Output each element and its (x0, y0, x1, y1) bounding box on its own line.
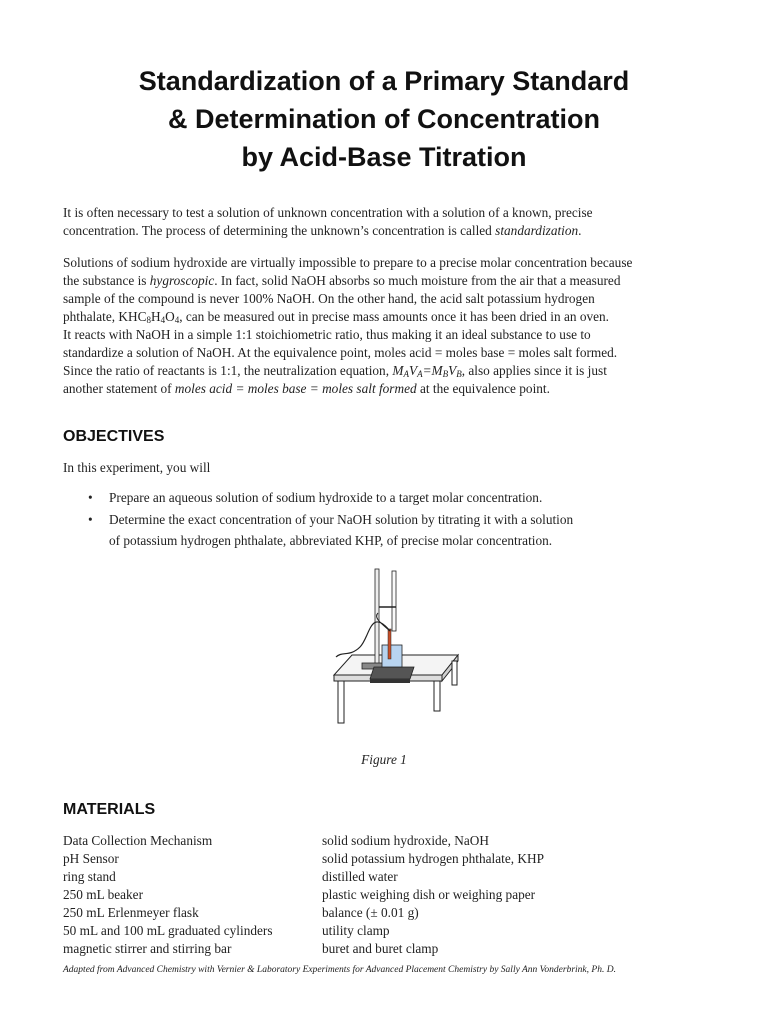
material-item: utility clamp (322, 923, 390, 938)
naoh-text: the substance is (63, 273, 150, 288)
intro-term-standardization: standardization (495, 223, 579, 238)
material-item: balance (± 0.01 g) (322, 905, 419, 920)
term-hygroscopic: hygroscopic (149, 273, 215, 288)
subscript: A (417, 369, 423, 379)
materials-heading: MATERIALS (63, 801, 156, 818)
objective-line: of potassium hydrogen phthalate, abbreviated KHP, of precise molar concentration. (109, 533, 553, 548)
material-item: magnetic stirrer and stirring bar (63, 941, 232, 956)
naoh-line-5: It reacts with NaOH in a simple 1:1 stoichiometric ratio, thus making it an ideal substance to use to (63, 327, 591, 342)
naoh-text: , can be measured out in precise mass amounts once it has been dried in an oven. (179, 309, 609, 324)
materials-right-list (322, 832, 544, 958)
naoh-line-6: standardize a solution of NaOH. At the equivalence point, moles acid = moles base = moles salt formed. (63, 345, 618, 360)
eq-part: V (408, 363, 418, 378)
eq-part: M (392, 363, 404, 378)
naoh-line-4 (63, 308, 723, 326)
naoh-line-2 (63, 272, 723, 290)
eq-part: V (448, 363, 457, 378)
material-item: solid potassium hydrogen phthalate, KHP (322, 851, 544, 866)
subscript: 4 (174, 315, 180, 325)
intro-text: concentration. The process of determining the unknown’s concentration is called (63, 223, 496, 238)
objective-line: Prepare an aqueous solution of sodium hydroxide to a target molar concentration. (109, 490, 543, 505)
naoh-text: , also applies since it is just (461, 363, 607, 378)
bullet-marker: • (88, 490, 93, 505)
khp-formula-text: O (165, 309, 175, 324)
title-line-1: Standardization of a Primary Standard (138, 66, 630, 96)
naoh-text: Since the ratio of reactants is 1:1, the neutralization equation, (63, 363, 393, 378)
naoh-paragraph (63, 254, 723, 398)
intro-line-1: It is often necessary to test a solution of unknown concentration with a solution of a known, precise (63, 205, 593, 220)
naoh-line-7 (63, 362, 723, 380)
materials-left-list (63, 832, 273, 958)
naoh-line-1: Solutions of sodium hydroxide are virtually impossible to prepare to a precise molar concentration because (63, 255, 633, 270)
material-item: distilled water (322, 869, 398, 884)
figure-caption: Figure 1 (361, 752, 407, 767)
material-item: 50 mL and 100 mL graduated cylinders (63, 923, 273, 938)
neutralization-equation (392, 363, 461, 378)
material-item: ring stand (63, 869, 116, 884)
intro-paragraph (63, 204, 723, 240)
khp-formula-text: H (150, 309, 161, 324)
attribution-footer: Adapted from Advanced Chemistry with Vernier & Laboratory Experiments for Advanced Placement Chemistry by Sally Ann Vonderbrink, Ph. D. (63, 965, 616, 975)
material-item: solid sodium hydroxide, NaOH (322, 833, 489, 848)
eq-part: =M (422, 363, 443, 378)
subscript: B (442, 369, 449, 379)
objectives-intro: In this experiment, you will (63, 460, 211, 475)
magnetic-stirrer (370, 667, 414, 683)
material-item: Data Collection Mechanism (63, 833, 213, 848)
subscript: 8 (146, 315, 151, 325)
material-item: plastic weighing dish or weighing paper (322, 887, 536, 902)
naoh-text: . In fact, solid NaOH absorbs so much moisture from the air that a measured (214, 273, 621, 288)
page-title (0, 62, 768, 176)
moles-statement: moles acid = moles base = moles salt formed (174, 381, 417, 396)
material-item: 250 mL beaker (63, 887, 143, 902)
objective-line: Determine the exact concentration of your NaOH solution by titrating it with a solution (109, 512, 574, 527)
naoh-line-3: sample of the compound is never 100% NaOH. On the other hand, the acid salt potassium hydrogen (63, 291, 595, 306)
title-line-3: by Acid-Base Titration (241, 142, 527, 172)
beaker (382, 629, 402, 667)
titration-apparatus-figure (330, 567, 466, 727)
naoh-line-8 (63, 380, 723, 398)
subscript: 4 (160, 315, 166, 325)
naoh-text: at the equivalence point. (416, 381, 550, 396)
intro-line-2 (63, 222, 723, 240)
intro-text-end: . (578, 223, 582, 238)
material-item: pH Sensor (63, 851, 119, 866)
subscript: A (403, 369, 409, 379)
objectives-heading: OBJECTIVES (63, 428, 165, 445)
naoh-text: another statement of (63, 381, 175, 396)
khp-formula-text: phthalate, KHC (63, 309, 147, 324)
bullet-marker: • (88, 512, 93, 527)
subscript: B (456, 369, 462, 379)
title-line-2: & Determination of Concentration (167, 104, 600, 134)
material-item: 250 mL Erlenmeyer flask (63, 905, 199, 920)
material-item: buret and buret clamp (322, 941, 439, 956)
